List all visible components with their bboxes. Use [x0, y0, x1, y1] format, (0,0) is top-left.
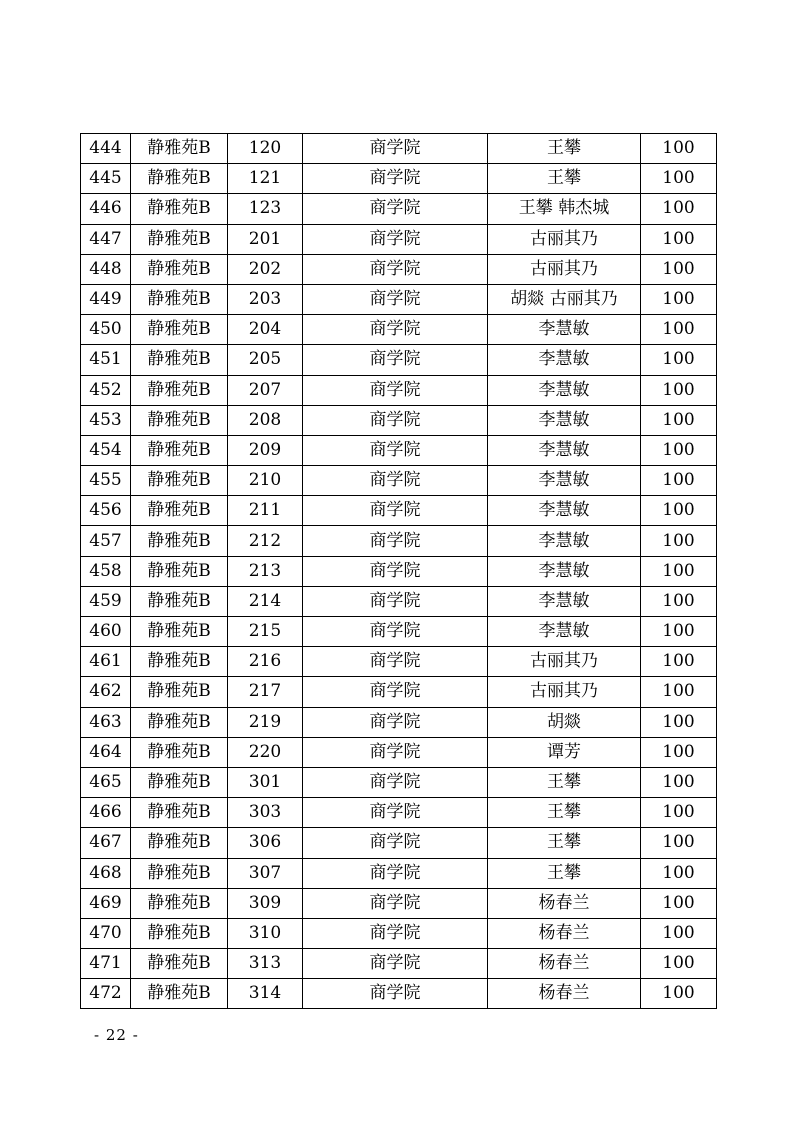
- cell-college: 商学院: [303, 164, 488, 194]
- cell-room: 212: [228, 526, 303, 556]
- cell-college: 商学院: [303, 405, 488, 435]
- cell-score: 100: [641, 466, 717, 496]
- cell-college: 商学院: [303, 858, 488, 888]
- cell-college: 商学院: [303, 134, 488, 164]
- cell-college: 商学院: [303, 375, 488, 405]
- cell-score: 100: [641, 194, 717, 224]
- table-row: [81, 586, 717, 616]
- cell-score: 100: [641, 526, 717, 556]
- cell-person: 古丽其乃: [488, 677, 641, 707]
- cell-college: 商学院: [303, 798, 488, 828]
- cell-building: 静雅苑B: [131, 496, 228, 526]
- cell-person: 李慧敏: [488, 466, 641, 496]
- cell-person: 杨春兰: [488, 979, 641, 1009]
- cell-college: 商学院: [303, 888, 488, 918]
- cell-number: 453: [81, 405, 131, 435]
- cell-number: 451: [81, 345, 131, 375]
- cell-person: 李慧敏: [488, 405, 641, 435]
- cell-score: 100: [641, 888, 717, 918]
- cell-building: 静雅苑B: [131, 858, 228, 888]
- cell-room: 314: [228, 979, 303, 1009]
- cell-room: 205: [228, 345, 303, 375]
- cell-college: 商学院: [303, 737, 488, 767]
- cell-building: 静雅苑B: [131, 375, 228, 405]
- cell-number: 462: [81, 677, 131, 707]
- cell-room: 121: [228, 164, 303, 194]
- cell-room: 201: [228, 224, 303, 254]
- table-row: [81, 828, 717, 858]
- cell-number: 460: [81, 617, 131, 647]
- table-row: [81, 284, 717, 314]
- table-row: [81, 375, 717, 405]
- cell-room: 202: [228, 254, 303, 284]
- cell-score: 100: [641, 345, 717, 375]
- cell-number: 444: [81, 134, 131, 164]
- cell-number: 449: [81, 284, 131, 314]
- cell-number: 458: [81, 556, 131, 586]
- cell-score: 100: [641, 647, 717, 677]
- cell-person: 王攀: [488, 134, 641, 164]
- cell-score: 100: [641, 949, 717, 979]
- cell-number: 463: [81, 707, 131, 737]
- table-row: [81, 164, 717, 194]
- cell-building: 静雅苑B: [131, 918, 228, 948]
- cell-person: 王攀: [488, 164, 641, 194]
- cell-college: 商学院: [303, 918, 488, 948]
- cell-building: 静雅苑B: [131, 949, 228, 979]
- cell-score: 100: [641, 405, 717, 435]
- cell-college: 商学院: [303, 284, 488, 314]
- cell-room: 219: [228, 707, 303, 737]
- cell-college: 商学院: [303, 315, 488, 345]
- cell-building: 静雅苑B: [131, 737, 228, 767]
- cell-number: 468: [81, 858, 131, 888]
- cell-building: 静雅苑B: [131, 767, 228, 797]
- table-row: [81, 435, 717, 465]
- cell-person: 李慧敏: [488, 345, 641, 375]
- cell-building: 静雅苑B: [131, 194, 228, 224]
- cell-college: 商学院: [303, 767, 488, 797]
- cell-college: 商学院: [303, 677, 488, 707]
- cell-number: 459: [81, 586, 131, 616]
- table-row: [81, 134, 717, 164]
- cell-room: 208: [228, 405, 303, 435]
- cell-person: 李慧敏: [488, 375, 641, 405]
- cell-college: 商学院: [303, 526, 488, 556]
- cell-college: 商学院: [303, 617, 488, 647]
- cell-score: 100: [641, 617, 717, 647]
- cell-building: 静雅苑B: [131, 134, 228, 164]
- table-body: [81, 134, 717, 1009]
- cell-room: 301: [228, 767, 303, 797]
- cell-building: 静雅苑B: [131, 315, 228, 345]
- cell-person: 李慧敏: [488, 556, 641, 586]
- cell-person: 古丽其乃: [488, 224, 641, 254]
- table-row: [81, 888, 717, 918]
- cell-score: 100: [641, 284, 717, 314]
- cell-number: 470: [81, 918, 131, 948]
- cell-number: 447: [81, 224, 131, 254]
- cell-college: 商学院: [303, 496, 488, 526]
- cell-building: 静雅苑B: [131, 254, 228, 284]
- cell-score: 100: [641, 315, 717, 345]
- cell-number: 471: [81, 949, 131, 979]
- table-row: [81, 737, 717, 767]
- cell-college: 商学院: [303, 254, 488, 284]
- cell-person: 王攀 韩杰城: [488, 194, 641, 224]
- table-row: [81, 526, 717, 556]
- cell-room: 310: [228, 918, 303, 948]
- cell-score: 100: [641, 767, 717, 797]
- cell-score: 100: [641, 496, 717, 526]
- cell-college: 商学院: [303, 194, 488, 224]
- cell-person: 王攀: [488, 858, 641, 888]
- cell-building: 静雅苑B: [131, 435, 228, 465]
- cell-score: 100: [641, 164, 717, 194]
- table-row: [81, 918, 717, 948]
- cell-person: 李慧敏: [488, 526, 641, 556]
- cell-number: 457: [81, 526, 131, 556]
- cell-room: 313: [228, 949, 303, 979]
- cell-score: 100: [641, 677, 717, 707]
- cell-number: 455: [81, 466, 131, 496]
- cell-building: 静雅苑B: [131, 284, 228, 314]
- table-row: [81, 224, 717, 254]
- cell-college: 商学院: [303, 345, 488, 375]
- cell-score: 100: [641, 556, 717, 586]
- cell-building: 静雅苑B: [131, 677, 228, 707]
- cell-building: 静雅苑B: [131, 828, 228, 858]
- table-row: [81, 677, 717, 707]
- cell-building: 静雅苑B: [131, 224, 228, 254]
- table-row: [81, 647, 717, 677]
- cell-person: 杨春兰: [488, 888, 641, 918]
- cell-person: 李慧敏: [488, 617, 641, 647]
- cell-number: 461: [81, 647, 131, 677]
- cell-person: 胡燚: [488, 707, 641, 737]
- cell-room: 216: [228, 647, 303, 677]
- cell-room: 309: [228, 888, 303, 918]
- page-number: - 22 -: [94, 1026, 139, 1044]
- cell-score: 100: [641, 858, 717, 888]
- cell-room: 213: [228, 556, 303, 586]
- cell-person: 王攀: [488, 767, 641, 797]
- cell-building: 静雅苑B: [131, 617, 228, 647]
- cell-college: 商学院: [303, 707, 488, 737]
- cell-person: 王攀: [488, 828, 641, 858]
- cell-room: 211: [228, 496, 303, 526]
- cell-college: 商学院: [303, 224, 488, 254]
- cell-room: 214: [228, 586, 303, 616]
- cell-building: 静雅苑B: [131, 888, 228, 918]
- cell-number: 446: [81, 194, 131, 224]
- cell-building: 静雅苑B: [131, 526, 228, 556]
- table-row: [81, 466, 717, 496]
- table-row: [81, 254, 717, 284]
- cell-score: 100: [641, 134, 717, 164]
- cell-room: 204: [228, 315, 303, 345]
- cell-college: 商学院: [303, 647, 488, 677]
- cell-room: 215: [228, 617, 303, 647]
- cell-person: 李慧敏: [488, 315, 641, 345]
- table-row: [81, 798, 717, 828]
- table-row: [81, 405, 717, 435]
- cell-number: 465: [81, 767, 131, 797]
- cell-score: 100: [641, 737, 717, 767]
- cell-score: 100: [641, 979, 717, 1009]
- cell-number: 464: [81, 737, 131, 767]
- cell-building: 静雅苑B: [131, 979, 228, 1009]
- cell-building: 静雅苑B: [131, 345, 228, 375]
- cell-college: 商学院: [303, 435, 488, 465]
- cell-person: 王攀: [488, 798, 641, 828]
- table-row: [81, 315, 717, 345]
- cell-room: 207: [228, 375, 303, 405]
- table-row: [81, 496, 717, 526]
- cell-score: 100: [641, 918, 717, 948]
- cell-score: 100: [641, 707, 717, 737]
- cell-score: 100: [641, 224, 717, 254]
- cell-person: 古丽其乃: [488, 254, 641, 284]
- cell-score: 100: [641, 828, 717, 858]
- table-row: [81, 345, 717, 375]
- cell-room: 217: [228, 677, 303, 707]
- cell-building: 静雅苑B: [131, 556, 228, 586]
- cell-room: 303: [228, 798, 303, 828]
- cell-person: 李慧敏: [488, 496, 641, 526]
- cell-room: 120: [228, 134, 303, 164]
- cell-number: 467: [81, 828, 131, 858]
- table-row: [81, 617, 717, 647]
- table-row: [81, 979, 717, 1009]
- cell-person: 杨春兰: [488, 949, 641, 979]
- cell-college: 商学院: [303, 979, 488, 1009]
- cell-person: 李慧敏: [488, 586, 641, 616]
- cell-room: 306: [228, 828, 303, 858]
- cell-building: 静雅苑B: [131, 586, 228, 616]
- cell-number: 452: [81, 375, 131, 405]
- cell-number: 448: [81, 254, 131, 284]
- table-row: [81, 767, 717, 797]
- cell-building: 静雅苑B: [131, 466, 228, 496]
- cell-building: 静雅苑B: [131, 164, 228, 194]
- cell-building: 静雅苑B: [131, 405, 228, 435]
- cell-room: 220: [228, 737, 303, 767]
- cell-college: 商学院: [303, 586, 488, 616]
- dormitory-score-table: [80, 133, 717, 1009]
- cell-score: 100: [641, 435, 717, 465]
- cell-college: 商学院: [303, 828, 488, 858]
- cell-room: 203: [228, 284, 303, 314]
- cell-number: 469: [81, 888, 131, 918]
- table-row: [81, 707, 717, 737]
- cell-college: 商学院: [303, 466, 488, 496]
- cell-building: 静雅苑B: [131, 798, 228, 828]
- cell-score: 100: [641, 798, 717, 828]
- cell-person: 古丽其乃: [488, 647, 641, 677]
- cell-building: 静雅苑B: [131, 647, 228, 677]
- cell-person: 李慧敏: [488, 435, 641, 465]
- cell-number: 456: [81, 496, 131, 526]
- table-row: [81, 858, 717, 888]
- table-row: [81, 949, 717, 979]
- cell-room: 307: [228, 858, 303, 888]
- cell-number: 450: [81, 315, 131, 345]
- cell-room: 210: [228, 466, 303, 496]
- cell-number: 472: [81, 979, 131, 1009]
- cell-number: 454: [81, 435, 131, 465]
- cell-number: 466: [81, 798, 131, 828]
- cell-college: 商学院: [303, 949, 488, 979]
- table-row: [81, 194, 717, 224]
- cell-college: 商学院: [303, 556, 488, 586]
- cell-score: 100: [641, 375, 717, 405]
- cell-person: 杨春兰: [488, 918, 641, 948]
- cell-score: 100: [641, 254, 717, 284]
- cell-number: 445: [81, 164, 131, 194]
- cell-person: 胡燚 古丽其乃: [488, 284, 641, 314]
- cell-room: 209: [228, 435, 303, 465]
- cell-building: 静雅苑B: [131, 707, 228, 737]
- cell-score: 100: [641, 586, 717, 616]
- table-row: [81, 556, 717, 586]
- cell-room: 123: [228, 194, 303, 224]
- cell-person: 谭芳: [488, 737, 641, 767]
